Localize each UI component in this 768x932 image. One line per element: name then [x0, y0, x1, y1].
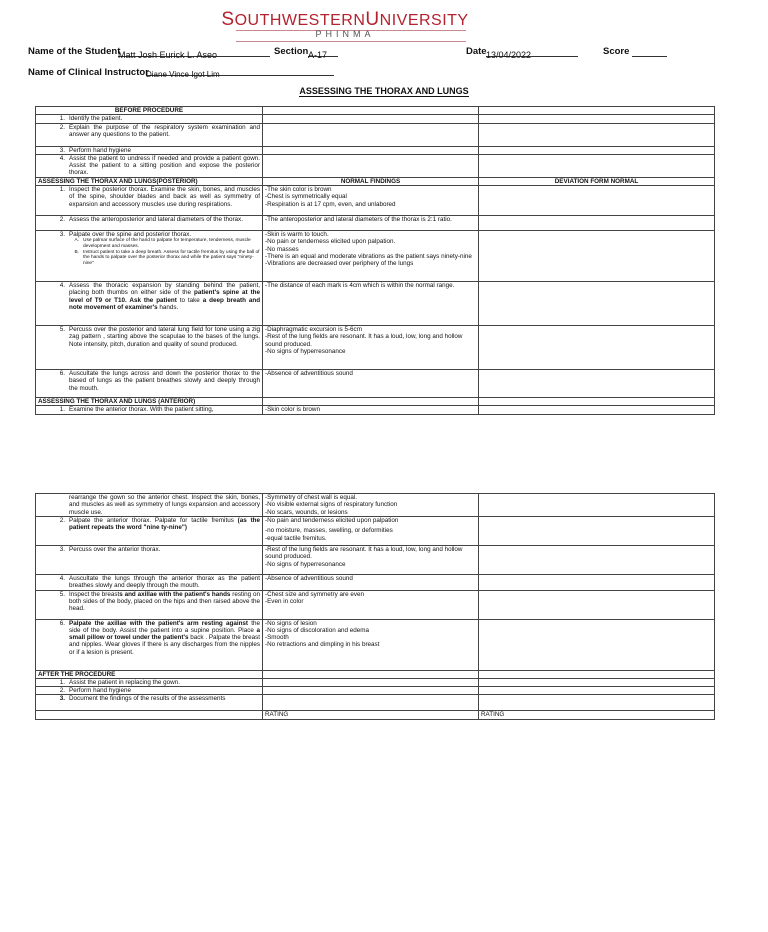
deviation-cell[interactable] — [479, 406, 715, 414]
deviation-cell[interactable] — [479, 517, 715, 546]
table-row — [36, 711, 715, 719]
empty-cell — [263, 107, 479, 115]
step-number: 1. — [59, 115, 65, 123]
step-text: back . Palpate the breast and nipples. Wear gloves if there is any discharges from the nipples or if a lesion is present. — [69, 634, 260, 656]
finding-text: -Rest of the lung fields are resonant. It has a loud, low, long and hollow sound produced. — [265, 546, 463, 561]
step-cell — [36, 575, 263, 591]
logo-subtitle: PHINMA — [315, 29, 375, 39]
step-text: Examine the anterior thorax. With the patient sitting, — [69, 406, 214, 414]
table-row — [36, 398, 715, 406]
deviation-cell[interactable] — [479, 216, 715, 231]
step-number: 6. — [59, 619, 65, 627]
step-cell — [36, 123, 263, 146]
finding-text: -No scars, wounds, or lesions — [265, 508, 348, 516]
table-row — [36, 115, 715, 123]
step-cell — [36, 282, 263, 326]
rating-label-right: RATING — [479, 711, 715, 719]
empty-cell — [479, 107, 715, 115]
posterior-section-header: ASSESSING THE THORAX AND LUNGS(POSTERIOR) — [36, 177, 263, 185]
table-row — [36, 619, 715, 670]
finding-text: -Chest size and symmetry are even — [265, 590, 365, 598]
finding-text: -No masses — [265, 245, 299, 253]
step-number: 2. — [59, 123, 65, 131]
normal-findings-cell[interactable] — [263, 619, 479, 670]
step-number: 4. — [59, 282, 65, 290]
step-text: Palpate over the spine and posterior thorax. — [69, 231, 192, 239]
normal-findings-cell[interactable] — [263, 216, 479, 231]
step-text: Document the findings of the results of the assessments — [69, 695, 226, 703]
deviation-cell[interactable] — [479, 575, 715, 591]
finding-text: -Skin color is brown — [265, 406, 320, 414]
step-number: 5. — [59, 590, 65, 598]
before-procedure-header: BEFORE PROCEDURE — [36, 107, 263, 115]
instructor-field[interactable] — [146, 64, 334, 79]
normal-findings-cell[interactable] — [263, 146, 479, 154]
page-title-text: ASSESSING THE THORAX AND LUNGS — [299, 86, 469, 96]
finding-text: -The anteroposterior and lateral diameters of the thorax is 2:1 ratio. — [265, 216, 452, 224]
deviation-cell[interactable] — [479, 326, 715, 370]
normal-findings-cell[interactable] — [263, 687, 479, 695]
table-row — [36, 107, 715, 115]
step-cell — [36, 687, 263, 695]
normal-findings-cell[interactable] — [263, 575, 479, 591]
procedure-table-page1 — [35, 106, 715, 415]
finding-text: -No signs of hyperresonance — [265, 348, 346, 356]
step-number: 2. — [59, 216, 65, 224]
normal-findings-cell[interactable] — [263, 282, 479, 326]
finding-text: -Chest is symmetrically equal — [265, 193, 347, 201]
step-text-bold: (as the patient repeats the word "nine ty-nine") — [69, 517, 261, 532]
table-row — [36, 517, 715, 546]
finding-text: -equal tactile fremitus. — [265, 534, 327, 542]
deviation-cell[interactable] — [479, 154, 715, 177]
procedure-table-page2 — [35, 493, 715, 720]
logo-text-southwestern: OUTHWESTERN — [234, 12, 366, 29]
table-row — [36, 146, 715, 154]
deviation-cell[interactable] — [479, 115, 715, 123]
step-text: the side of the body. Assist the patient into a supine position. Place — [69, 619, 260, 634]
step-number — [38, 494, 69, 516]
step-cell — [36, 115, 263, 123]
deviation-cell[interactable] — [479, 123, 715, 146]
deviation-cell[interactable] — [479, 619, 715, 670]
anterior-section-header: ASSESSING THE THORAX AND LUNGS (ANTERIOR) — [36, 398, 263, 406]
step-number: 1. — [59, 406, 65, 414]
step-number: 4. — [59, 575, 65, 582]
step-text: to take — [179, 296, 200, 304]
normal-findings-cell[interactable] — [263, 326, 479, 370]
step-text: Identify the patient. — [69, 115, 123, 123]
normal-findings-cell[interactable] — [263, 678, 479, 686]
step-text: Percuss over the posterior and lateral lung field for tone using a zig zag pattern , starting above the scapulae to the bases of the lungs. Note intensity, pitch, duration and quality of sound produced. — [69, 326, 260, 348]
step-number: 3. — [59, 695, 65, 703]
step-text: Auscultate the lungs across and down the posterior thorax to the based of lungs as the patient breathes slowly and deeply through the mouth. — [69, 370, 260, 392]
step-number: 1. — [59, 186, 65, 194]
finding-text: -Skin is warm to touch. — [265, 231, 329, 239]
deviation-cell[interactable] — [479, 231, 715, 282]
finding-text: -Smooth — [265, 634, 289, 642]
normal-findings-cell[interactable] — [263, 154, 479, 177]
date-value: 13/04/2022 — [486, 50, 532, 60]
step-text: resting on both sides of the body, placed on the hips and then raised above the head. — [69, 590, 261, 613]
date-label: Date — [466, 46, 487, 57]
table-row — [36, 670, 715, 678]
instructor-value: Diane Vince Igot Lim — [146, 70, 220, 79]
table-row — [36, 282, 715, 326]
logo-text-university: NIVERSITY — [379, 12, 469, 29]
step-text: Percuss over the anterior thorax. — [69, 546, 161, 553]
step-text: Inspect the posterior thorax. Examine the skin, bones, and muscles of the spine, shoulder blades and back as well as symmetry of expansion and accessory muscles use during respirations. — [69, 186, 260, 208]
step-number: 5. — [59, 326, 65, 334]
step-number: 1. — [59, 678, 65, 686]
step-cell — [36, 146, 263, 154]
instructor-label: Name of Clinical Instructor — [28, 67, 149, 78]
step-cell — [36, 231, 263, 282]
logo-divider-bottom — [236, 41, 466, 42]
step-number: 2. — [59, 687, 65, 695]
date-field[interactable] — [486, 45, 578, 60]
normal-findings-cell[interactable] — [263, 517, 479, 546]
step-text-bold: a small pillow or towel under the patient's — [69, 626, 260, 642]
step-cell — [36, 695, 263, 711]
table-row — [36, 154, 715, 177]
step-cell — [36, 590, 263, 619]
step-text-bold: s and axillae with the patient's hands — [119, 590, 231, 598]
step-number: 3. — [59, 146, 65, 154]
sub-step-letter: B. — [74, 249, 79, 255]
step-text: hands. — [159, 304, 179, 312]
step-number: 4. — [59, 154, 65, 162]
finding-text: -no moisture, masses, swelling, or deformities — [265, 527, 393, 535]
sub-step-letter: A. — [74, 238, 79, 244]
finding-text: -No retractions and dimpling in his breast — [265, 641, 380, 649]
step-text: Explain the purpose of the respiratory system examination and answer any questions to the patient. — [69, 123, 260, 138]
step-text: Assist the patient in replacing the gown. — [69, 678, 180, 686]
table-row — [36, 687, 715, 695]
student-name-value: Matt Josh Eurick L. Aseo — [118, 50, 218, 60]
step-text-bold: a deep breath and note movement of examiner's — [69, 296, 261, 312]
deviation-cell[interactable] — [479, 687, 715, 695]
student-name-label: Name of the Student — [28, 46, 121, 57]
deviation-cell[interactable] — [479, 695, 715, 711]
step-number: 2. — [59, 517, 65, 524]
normal-findings-cell[interactable] — [263, 590, 479, 619]
table-row — [36, 494, 715, 517]
step-text: Assess the anteroposterior and lateral diameters of the thorax. — [69, 216, 243, 224]
table-row — [36, 370, 715, 398]
finding-text: -There is an equal and moderate vibrations as the patient says ninety-nine — [265, 253, 472, 261]
deviation-header: DEVIATION FORM NORMAL — [479, 177, 715, 185]
section-label: Section — [274, 46, 309, 57]
deviation-cell[interactable] — [479, 370, 715, 398]
section-value: A-17 — [308, 50, 328, 60]
step-cell — [36, 370, 263, 398]
step-number: 3. — [59, 231, 65, 239]
step-text: Auscultate the lungs through the anterior thorax as the patient breathes slowly and deeply through the mouth. — [69, 575, 260, 590]
empty-cell — [479, 398, 715, 406]
deviation-cell[interactable] — [479, 146, 715, 154]
finding-text: -Symmetry of chest wall is equal. — [265, 494, 358, 501]
deviation-cell[interactable] — [479, 590, 715, 619]
step-text-bold: Palpate the axillae with the patient's arm resting against — [69, 619, 249, 627]
normal-findings-cell[interactable] — [263, 494, 479, 517]
finding-text: -The skin color is brown — [265, 186, 332, 194]
table-row — [36, 546, 715, 575]
step-cell — [36, 186, 263, 216]
table-row — [36, 575, 715, 591]
page-title — [0, 86, 768, 96]
score-field[interactable] — [632, 45, 667, 57]
finding-text: -Even in color — [265, 597, 304, 605]
table-row — [36, 406, 715, 414]
step-number: 6. — [59, 370, 65, 378]
table-row — [36, 695, 715, 711]
step-text: rearrange the gown so the anterior chest. Inspect the skin, bones, and muscles as well as symmetry of lungs expansion and accessory muscle use. — [69, 494, 260, 516]
step-text: Perform hand hygiene — [69, 146, 131, 154]
deviation-cell[interactable] — [479, 186, 715, 216]
finding-text: -No pain or tenderness elicited upon palpation. — [265, 238, 396, 246]
step-cell — [36, 546, 263, 575]
finding-text: -Respiration is at 17 cpm, even, and unlabored — [265, 200, 396, 208]
step-text: Perform hand hygiene — [69, 687, 131, 695]
normal-findings-cell[interactable] — [263, 115, 479, 123]
after-procedure-header: AFTER THE PROCEDURE — [36, 670, 263, 678]
table-row — [36, 216, 715, 231]
finding-text: -Vibrations are decreased over periphery of the lungs — [265, 260, 414, 268]
finding-text: -No signs of hyperresonance — [265, 560, 346, 568]
normal-findings-cell[interactable] — [263, 186, 479, 216]
score-label: Score — [603, 46, 630, 57]
table-row — [36, 231, 715, 282]
table-row — [36, 326, 715, 370]
deviation-cell[interactable] — [479, 494, 715, 517]
finding-text: -Diaphragmatic excursion is 5-6cm — [265, 326, 362, 334]
finding-text: -No signs of lesion — [265, 619, 317, 627]
step-cell — [36, 494, 263, 517]
table-row — [36, 186, 715, 216]
normal-findings-cell[interactable] — [263, 231, 479, 282]
rating-label-left: RATING — [263, 711, 479, 719]
sub-step-text: Use palmar surface of the hand to palpate for temperature, tenderness, muscle development and masses. — [83, 238, 251, 250]
step-cell — [36, 678, 263, 686]
empty-cell — [263, 398, 479, 406]
finding-text: -No pain and tenderness elicited upon palpation — [265, 517, 399, 524]
step-cell — [36, 517, 263, 546]
table-row — [36, 123, 715, 146]
normal-findings-cell[interactable] — [263, 123, 479, 146]
step-cell — [36, 619, 263, 670]
empty-cell — [36, 711, 263, 719]
student-name-field[interactable] — [118, 45, 270, 60]
table-row — [36, 177, 715, 185]
finding-text: -No visible external signs of respiratory function — [265, 501, 398, 509]
deviation-cell[interactable] — [479, 282, 715, 326]
step-cell — [36, 406, 263, 414]
table-row — [36, 590, 715, 619]
step-text: Palpate the anterior thorax. Palpate for tactile fremitus — [69, 517, 234, 524]
finding-text: -Rest of the lung fields are resonant. It has a loud, low, long and hollow sound produced. — [265, 333, 463, 348]
deviation-cell[interactable] — [479, 546, 715, 575]
empty-cell — [263, 670, 479, 678]
normal-findings-cell[interactable] — [263, 406, 479, 414]
step-text: Inspect the breast — [69, 590, 120, 598]
finding-text: -The distance of each mark is 4cm which is within the normal range. — [265, 282, 455, 290]
step-cell — [36, 216, 263, 231]
empty-cell — [479, 670, 715, 678]
sub-step-text: Instruct patient to take a deep breath. Assess for tactile fremitus by using the ball of the hands to palpate over the posterior thorax and while the patient says "ninety-nine" — [83, 249, 260, 266]
finding-text: -Absence of adventitious sound — [265, 575, 353, 582]
logo-letter-u: U — [365, 9, 380, 30]
normal-findings-cell[interactable] — [263, 546, 479, 575]
finding-text: -No signs of discoloration and edema — [265, 626, 369, 634]
step-number: 3. — [59, 546, 65, 553]
table-row — [36, 678, 715, 686]
normal-findings-header: NORMAL FINDINGS — [263, 177, 479, 185]
university-logo — [0, 9, 690, 31]
logo-letter-s: S — [221, 9, 235, 30]
step-text-bold: patient's spine at the level of T9 or T10. Ask the patient — [69, 289, 261, 304]
deviation-cell[interactable] — [479, 678, 715, 686]
step-cell — [36, 154, 263, 177]
normal-findings-cell[interactable] — [263, 370, 479, 398]
step-text: Assess the thoracic expansion by standing behind the patient, placing both thumbs on either side of the — [69, 282, 260, 297]
step-text: Assist the patient to undress if needed and provide a patient gown. Assist the patient to a sitting position and expose the posterior thorax. — [69, 154, 260, 177]
section-field[interactable] — [308, 45, 338, 60]
step-cell — [36, 326, 263, 370]
normal-findings-cell[interactable] — [263, 695, 479, 711]
finding-text: -Absence of adventitious sound — [265, 370, 353, 378]
